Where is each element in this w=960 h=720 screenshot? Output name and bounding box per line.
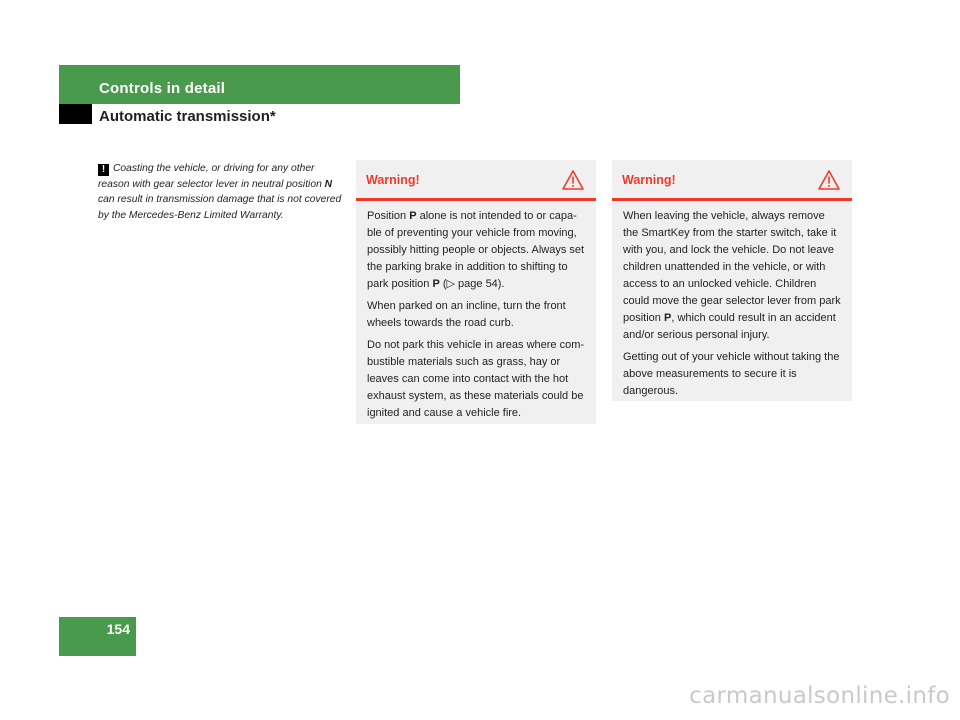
section-title: Controls in detail (99, 80, 226, 97)
text-segment: , which could result in an accident and/or serious personal injury. (623, 312, 836, 341)
subsection-title: Automatic transmission* (99, 108, 276, 125)
warning-triangle-icon (562, 170, 584, 190)
position-p: P (409, 210, 417, 222)
warning-box-parking (356, 160, 596, 424)
page-number: 154 (106, 621, 130, 637)
warning-paragraph (623, 208, 842, 344)
text-segment: ( (439, 278, 447, 290)
warning-title: Warning! (622, 173, 676, 187)
page-number-box (59, 617, 136, 656)
warning-paragraph: When parked on an incline, turn the front wheels towards the road curb. (367, 300, 566, 329)
position-p: P (432, 278, 440, 290)
note-text: Coasting the vehicle, or driving for any other reason with gear selector lever in neutral position (98, 163, 325, 190)
exclamation-icon: ! (98, 164, 109, 176)
page-reference: page 54). (454, 278, 505, 290)
text-segment: alone is not intended to or capa-ble of preventing your vehicle from moving, possibly hitting people or objects. Always set the parking brake in addition to shifting to park position (367, 210, 585, 290)
text-segment: When leaving the vehicle, always remove the SmartKey from the starter switch, take it with you, and lock the vehicle. Do not leave children unattended in the vehicle, or with access to an unlocked vehicle. Children could move the gear selector lever from park position (623, 210, 841, 324)
warning-triangle-icon (818, 170, 840, 190)
text-segment: Position (367, 210, 410, 222)
subsection-marker (59, 104, 92, 124)
warning-body (356, 201, 596, 430)
warning-paragraph (367, 208, 586, 293)
watermark: carmanualsonline.info (689, 683, 950, 709)
warning-header (612, 160, 852, 201)
warning-paragraph: Getting out of your vehicle without taking the above measurements to secure it is dangerous. (623, 351, 840, 397)
warning-title: Warning! (366, 173, 420, 187)
note-position-n: N (324, 178, 333, 190)
warning-paragraph: Do not park this vehicle in areas where com-bustible materials such as grass, hay or leaves can come into contact with the hot exhaust system, as these materials could be ignited and cause a vehicle fire. (367, 339, 585, 419)
transmission-note (98, 161, 343, 223)
note-text-end: can result in transmission damage that is not covered by the Mercedes-Benz Limited Warranty. (98, 194, 342, 221)
warning-header (356, 160, 596, 201)
page-ref-arrow-icon: ▷ (446, 278, 455, 290)
position-p: P (663, 312, 672, 324)
warning-body (612, 201, 852, 408)
warning-box-leaving-vehicle (612, 160, 852, 401)
